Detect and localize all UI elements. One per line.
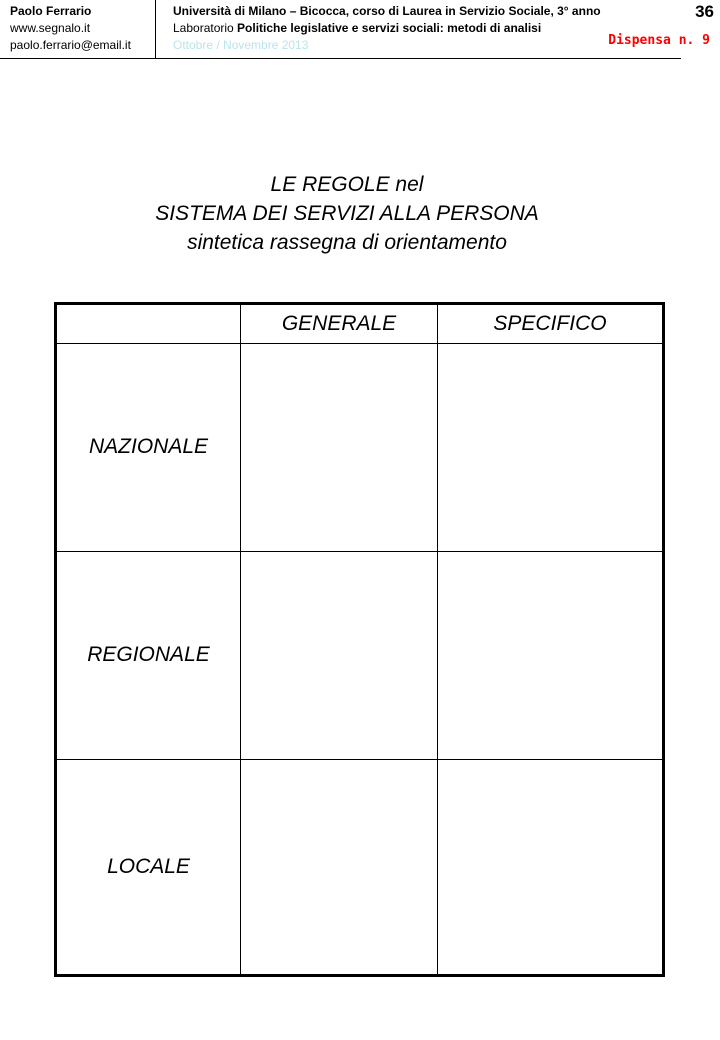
cell-generale: [241, 344, 438, 552]
document-title: [0, 170, 694, 257]
cell-specifico: [438, 759, 664, 975]
table-row: [56, 759, 664, 975]
table-row: [56, 551, 664, 759]
rules-table: [54, 302, 665, 977]
table-row: [56, 344, 664, 552]
title-line-2: SISTEMA DEI SERVIZI ALLA PERSONA: [155, 202, 539, 225]
author-name: Paolo Ferrario: [10, 4, 92, 18]
course-date: Ottobre / Novembre 2013: [173, 38, 309, 52]
header-cell-generale: GENERALE: [241, 304, 438, 344]
author-website[interactable]: www.segnalo.it: [10, 21, 91, 35]
cell-generale: [241, 551, 438, 759]
author-email[interactable]: paolo.ferrario@email.it: [10, 38, 131, 52]
title-line-3: sintetica rassegna di orientamento: [187, 231, 507, 254]
header-divider-horizontal: [0, 58, 681, 59]
row-label-locale: LOCALE: [56, 759, 241, 975]
lab-prefix: Laboratorio: [173, 21, 238, 35]
cell-specifico: [438, 551, 664, 759]
cell-generale: [241, 759, 438, 975]
lab-title: Politiche legislative e servizi sociali: metodi di analisi: [237, 21, 542, 35]
dispensa-label: Dispensa n. 9: [608, 33, 710, 48]
header-cell-empty: [56, 304, 241, 344]
header-divider-vertical: [155, 0, 156, 58]
author-block: [10, 3, 150, 54]
cell-specifico: [438, 344, 664, 552]
row-label-regionale: REGIONALE: [56, 551, 241, 759]
course-line: Università di Milano – Bicocca, corso di Laurea in Servizio Sociale, 3° anno: [173, 4, 601, 18]
page-number: 36: [695, 2, 714, 21]
table-header-row: [56, 304, 664, 344]
header-cell-specifico: SPECIFICO: [438, 304, 664, 344]
row-label-nazionale: NAZIONALE: [56, 344, 241, 552]
title-line-1: LE REGOLE nel: [270, 173, 424, 196]
